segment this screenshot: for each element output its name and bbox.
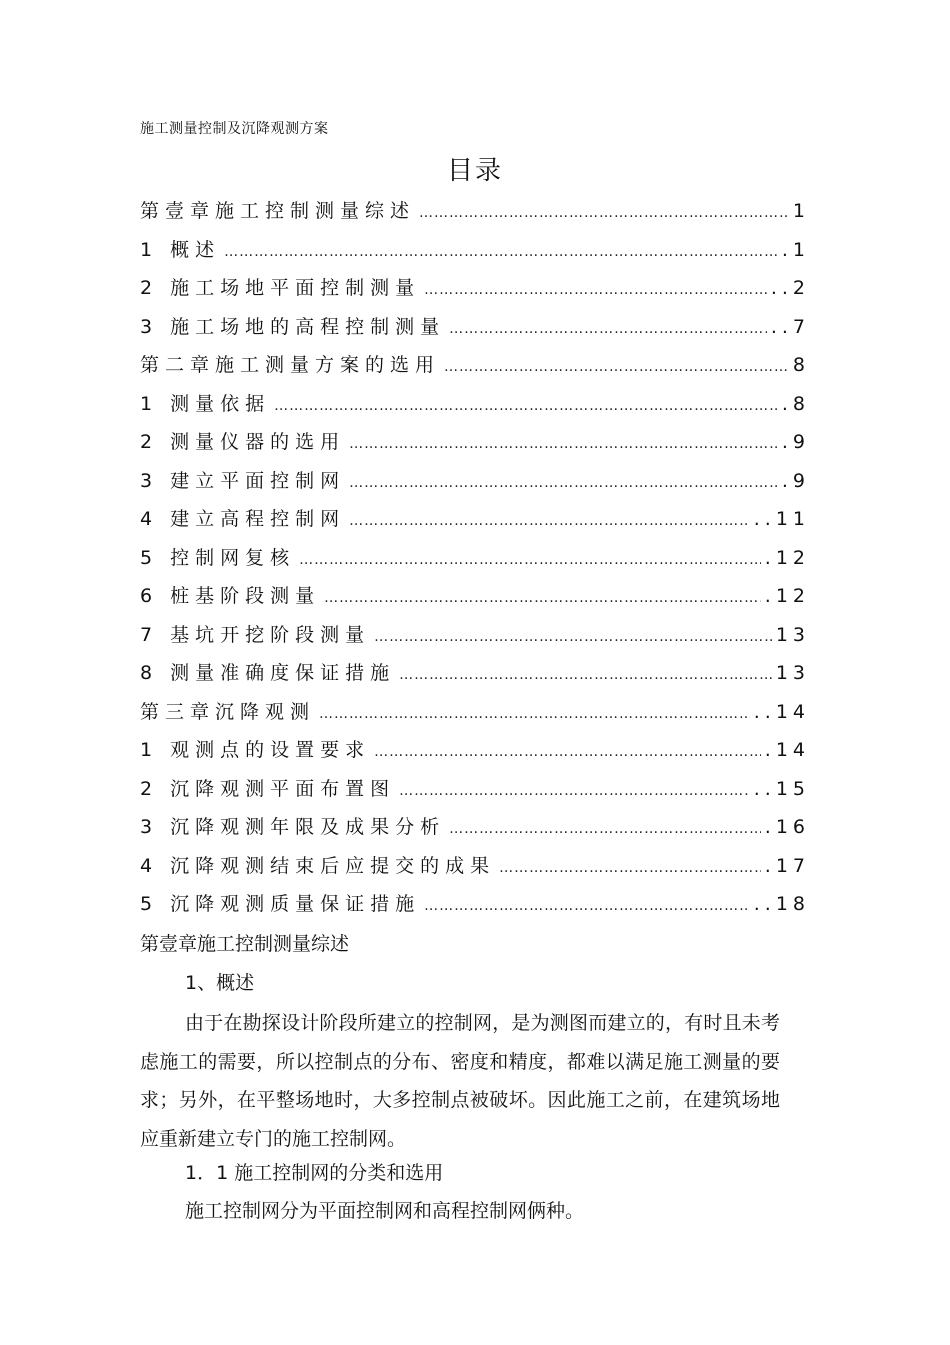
toc-entry-page: .12 bbox=[764, 546, 810, 569]
toc-entry[interactable] bbox=[140, 196, 810, 235]
toc-leader-dots bbox=[374, 629, 772, 645]
toc-leader-dots bbox=[449, 821, 761, 837]
toc-leader-dots bbox=[224, 244, 778, 260]
toc-entry-label: 第二章施工测量方案的选用 bbox=[140, 354, 441, 376]
table-of-contents bbox=[140, 196, 810, 928]
page-header: 施工测量控制及沉降观测方案 bbox=[140, 121, 329, 137]
toc-leader-dots bbox=[499, 860, 761, 876]
toc-entry-page: 13 bbox=[775, 623, 810, 646]
toc-leader-dots bbox=[449, 321, 767, 337]
toc-entry-page: .9 bbox=[781, 431, 810, 453]
toc-entry-label: 7 基坑开挖阶段测量 bbox=[140, 623, 371, 646]
toc-entry-page: ..18 bbox=[753, 893, 810, 915]
toc-entry-page: ..7 bbox=[770, 315, 810, 338]
toc-leader-dots bbox=[424, 282, 767, 298]
toc-leader-dots bbox=[374, 744, 761, 760]
toc-entry-page: ..11 bbox=[753, 508, 810, 530]
toc-entry-label: 第壹章施工控制测量综述 bbox=[140, 200, 416, 222]
toc-entry[interactable] bbox=[140, 620, 810, 659]
toc-leader-dots bbox=[324, 590, 761, 606]
toc-entry[interactable] bbox=[140, 697, 810, 736]
toc-leader-dots bbox=[444, 359, 789, 375]
toc-leader-dots bbox=[349, 436, 778, 452]
toc-entry-page: .8 bbox=[781, 392, 810, 415]
toc-entry-label: 3 施工场地的高程控制测量 bbox=[140, 315, 446, 338]
toc-entry[interactable] bbox=[140, 581, 810, 620]
toc-entry[interactable] bbox=[140, 774, 810, 813]
toc-entry[interactable] bbox=[140, 350, 810, 389]
toc-entry-label: 3 沉降观测年限及成果分析 bbox=[140, 816, 446, 838]
toc-entry-label: 2 测量仪器的选用 bbox=[140, 431, 346, 453]
toc-entry-label: 1 测量依据 bbox=[140, 392, 271, 415]
toc-entry-label: 5 控制网复核 bbox=[140, 546, 296, 569]
toc-entry-label: 第三章沉降观测 bbox=[140, 700, 316, 723]
toc-entry-label: 4 建立高程控制网 bbox=[140, 508, 346, 530]
toc-entry-page: 1 bbox=[792, 200, 810, 222]
toc-leader-dots bbox=[299, 552, 761, 568]
toc-entry[interactable] bbox=[140, 466, 810, 505]
toc-leader-dots bbox=[319, 706, 750, 722]
section-heading: 1、概述 bbox=[185, 972, 255, 994]
toc-entry-page: .9 bbox=[781, 469, 810, 492]
toc-entry-page: .14 bbox=[764, 739, 810, 761]
toc-entry[interactable] bbox=[140, 427, 810, 466]
toc-entry[interactable] bbox=[140, 543, 810, 582]
toc-entry-label: 2 沉降观测平面布置图 bbox=[140, 777, 396, 800]
toc-entry[interactable] bbox=[140, 889, 810, 928]
toc-leader-dots bbox=[399, 667, 772, 683]
toc-entry-page: ..15 bbox=[753, 777, 810, 800]
toc-entry-page: .12 bbox=[764, 585, 810, 607]
toc-entry-label: 8 测量准确度保证措施 bbox=[140, 662, 396, 684]
toc-entry-page: .1 bbox=[781, 238, 810, 261]
toc-entry-label: 5 沉降观测质量保证措施 bbox=[140, 893, 421, 915]
toc-leader-dots bbox=[419, 205, 789, 221]
toc-entry-label: 1 观测点的设置要求 bbox=[140, 739, 371, 761]
toc-entry[interactable] bbox=[140, 312, 810, 351]
chapter-heading: 第壹章施工控制测量综述 bbox=[140, 933, 350, 955]
toc-leader-dots bbox=[349, 475, 778, 491]
toc-entry[interactable] bbox=[140, 389, 810, 428]
body-paragraph: 由于在勘探设计阶段所建立的控制网，是为测图而建立的，有时且未考虑施工的需要，所以控制点的分布、密度和精度，都难以满足施工测量的要求；另外，在平整场地时，大多控制点被破坏。因此施工之前，在建筑场地应重新建立专门的施工控制网。 bbox=[140, 1012, 780, 1150]
toc-leader-dots bbox=[424, 898, 750, 914]
toc-entry-page: ..2 bbox=[770, 277, 810, 299]
toc-entry-label: 6 桩基阶段测量 bbox=[140, 585, 321, 607]
toc-entry[interactable] bbox=[140, 273, 810, 312]
toc-entry-page: 8 bbox=[792, 354, 810, 376]
toc-entry[interactable] bbox=[140, 658, 810, 697]
toc-leader-dots bbox=[399, 783, 750, 799]
toc-entry-label: 4 沉降观测结束后应提交的成果 bbox=[140, 854, 496, 877]
toc-entry-label: 2 施工场地平面控制测量 bbox=[140, 277, 421, 299]
toc-entry[interactable] bbox=[140, 504, 810, 543]
toc-leader-dots bbox=[349, 513, 750, 529]
toc-entry[interactable] bbox=[140, 812, 810, 851]
toc-title: 目录 bbox=[446, 156, 503, 186]
toc-entry[interactable] bbox=[140, 851, 810, 890]
toc-entry-page: ..14 bbox=[753, 700, 810, 723]
toc-entry-page: .16 bbox=[764, 816, 810, 838]
toc-entry-page: .17 bbox=[764, 854, 810, 877]
toc-leader-dots bbox=[274, 398, 778, 414]
toc-entry-label: 3 建立平面控制网 bbox=[140, 469, 346, 492]
toc-entry-page: 13 bbox=[775, 662, 810, 684]
subsection-heading: 1．1 施工控制网的分类和选用 bbox=[185, 1162, 444, 1184]
body-paragraph-2: 施工控制网分为平面控制网和高程控制网俩种。 bbox=[185, 1200, 585, 1222]
toc-entry[interactable] bbox=[140, 235, 810, 274]
toc-entry[interactable] bbox=[140, 735, 810, 774]
toc-entry-label: 1 概述 bbox=[140, 238, 221, 261]
